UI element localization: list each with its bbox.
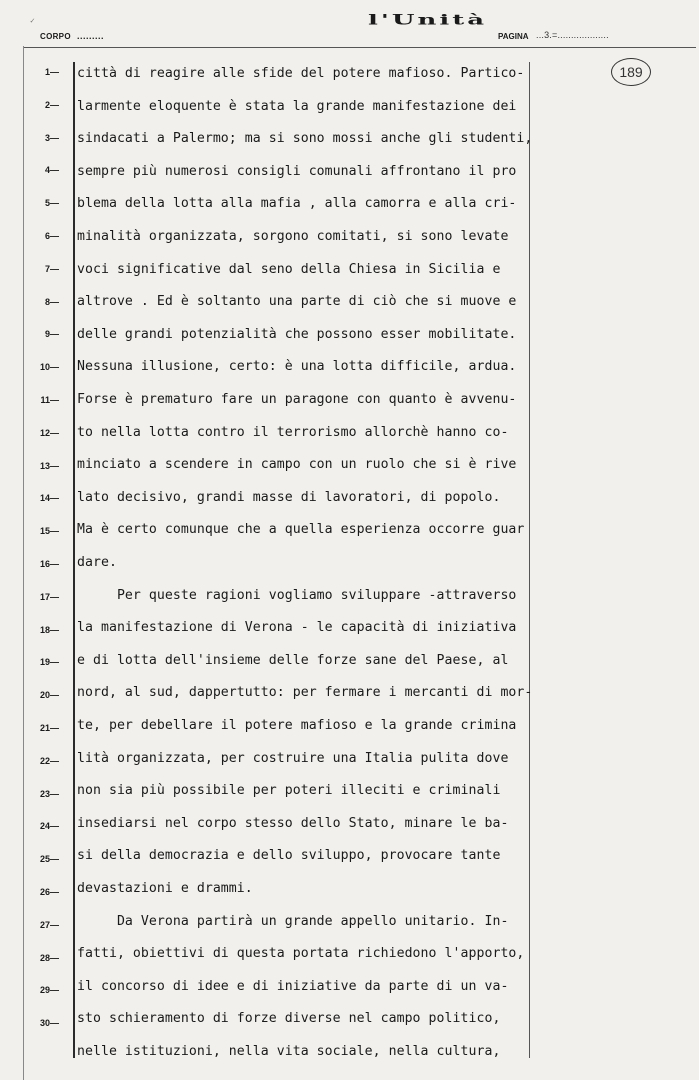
line-number: 17 xyxy=(39,591,50,602)
line-number-dash: — xyxy=(50,624,59,635)
line-number-dash: — xyxy=(50,887,59,897)
text-line: sto schieramento di forze diverse nel campo politico, xyxy=(77,1011,501,1027)
line-number-dash-wrap xyxy=(50,165,64,175)
line-number: 4 xyxy=(44,165,50,176)
text-line: e di lotta dell'insieme delle forze sane del Paese, al xyxy=(77,652,509,668)
line-number-dash-wrap xyxy=(50,592,64,602)
text-line: Forse è prematuro fare un paragone con quanto è avvenu- xyxy=(77,392,517,407)
text-line: la manifestazione di Verona - le capacità di iniziativa xyxy=(77,620,517,636)
header-rule xyxy=(24,47,696,48)
line-number: 13 xyxy=(39,460,50,471)
line-number: 14 xyxy=(39,493,50,504)
text-line: non sia più possibile per poteri illeciti e criminali xyxy=(77,783,501,799)
line-number-dash: — xyxy=(50,854,59,865)
line-number: 9 xyxy=(44,329,50,340)
line-number: 3 xyxy=(44,132,50,143)
text-line: minciato a scendere in campo con un ruolo che si è rive xyxy=(77,457,517,473)
line-number-dash-wrap xyxy=(50,133,64,143)
line-number-dash: — xyxy=(50,427,59,438)
text-line: nord, al sud, dappertutto: per fermare i mercanti di mor- xyxy=(77,685,533,701)
text-line: to nella lotta contro il terrorismo allorchè hanno co- xyxy=(77,424,509,440)
line-number-dash-wrap xyxy=(50,854,64,864)
text-line: delle grandi potenzialità che possono esser mobilitate. xyxy=(77,326,517,342)
line-number-dash: — xyxy=(50,591,59,602)
line-number: 20 xyxy=(39,690,50,701)
corner-mark: ✓ xyxy=(30,16,35,25)
text-line: lato decisivo, grandi masse di lavoratori, di popolo. xyxy=(77,489,501,505)
page-header xyxy=(0,12,699,52)
line-number-dash-wrap xyxy=(50,789,64,799)
line-number-dash-wrap xyxy=(50,559,64,569)
line-number-dash: — xyxy=(50,395,59,405)
line-number-dash-wrap xyxy=(50,756,64,766)
line-number-dash: — xyxy=(50,657,59,668)
page-number-stamp: 189 xyxy=(611,58,651,86)
line-number-dash-wrap xyxy=(50,953,64,963)
line-number: 26 xyxy=(39,887,50,897)
line-number: 18 xyxy=(39,624,50,635)
line-number: 29 xyxy=(39,985,50,996)
text-line: sempre più numerosi consigli comunali affrontano il pro xyxy=(77,163,517,179)
line-number-dash: — xyxy=(50,919,59,930)
line-number-dash-wrap xyxy=(50,1018,64,1028)
text-line: città di reagire alle sfide del potere mafioso. Partico- xyxy=(77,66,525,81)
line-number: 2 xyxy=(44,99,50,110)
line-number-dash-wrap xyxy=(50,329,64,339)
line-number-dash: — xyxy=(50,362,59,373)
line-number-dash: — xyxy=(50,952,59,963)
corpo-field: ......... xyxy=(77,31,105,41)
line-number-dash-wrap xyxy=(50,657,64,667)
text-line: devastazioni e drammi. xyxy=(77,881,253,896)
line-number: 10 xyxy=(39,362,50,373)
text-line: Per queste ragioni vogliamo sviluppare -attraverso xyxy=(77,587,517,603)
text-line: insediarsi nel corpo stesso dello Stato, minare le ba- xyxy=(77,815,509,831)
text-line: Ma è certo comunque che a quella esperienza occorre guar xyxy=(77,522,525,538)
line-number-dash-wrap xyxy=(50,625,64,635)
line-number: 6 xyxy=(44,231,50,241)
text-line: fatti, obiettivi di questa portata richiedono l'apporto, xyxy=(77,946,525,962)
line-number-dash: — xyxy=(50,526,59,537)
pagina-field: ...3.=................... xyxy=(536,30,609,40)
text-line: altrove . Ed è soltanto una parte di ciò che si muove e xyxy=(77,294,517,310)
line-number-dash-wrap xyxy=(50,362,64,372)
line-number: 24 xyxy=(39,821,50,832)
line-number-dash-wrap xyxy=(50,920,64,930)
line-number-dash: — xyxy=(50,263,59,274)
line-number: 19 xyxy=(39,657,50,668)
line-number-dash: — xyxy=(50,460,59,471)
line-number-dash-wrap xyxy=(50,231,64,241)
masthead-title: l'Unità xyxy=(368,12,488,29)
line-number-dash-wrap xyxy=(50,428,64,438)
line-number-dash: — xyxy=(50,755,59,766)
text-line: voci significative dal seno della Chiesa in Sicilia e xyxy=(77,261,501,277)
line-number-dash-wrap xyxy=(50,198,64,208)
line-number-dash: — xyxy=(50,690,59,701)
line-number: 15 xyxy=(39,526,50,537)
line-number-dash: — xyxy=(50,985,59,996)
line-number-dash: — xyxy=(50,788,59,799)
line-number-dash-wrap xyxy=(50,821,64,831)
line-number: 7 xyxy=(44,263,50,274)
line-number: 12 xyxy=(39,427,50,438)
line-number-dash-wrap xyxy=(50,264,64,274)
line-number-dash-wrap xyxy=(50,690,64,700)
left-border xyxy=(23,46,24,1080)
pagina-label: PAGINA xyxy=(498,32,529,41)
line-number: 28 xyxy=(39,952,50,963)
line-number-dash-wrap xyxy=(50,67,64,77)
line-number-dash: — xyxy=(50,99,59,110)
line-number: 30 xyxy=(39,1018,50,1029)
line-number-dash: — xyxy=(50,723,59,733)
text-line: minalità organizzata, sorgono comitati, si sono levate xyxy=(77,229,509,244)
line-number: 11 xyxy=(40,395,50,405)
text-line: blema della lotta alla mafia , alla camorra e alla cri- xyxy=(77,196,517,212)
line-number: 22 xyxy=(39,755,50,766)
line-number: 8 xyxy=(44,296,50,307)
line-number-dash-wrap xyxy=(50,395,64,405)
line-number: 23 xyxy=(39,788,50,799)
text-line: lità organizzata, per costruire una Italia pulita dove xyxy=(77,750,509,766)
text-line: nelle istituzioni, nella vita sociale, nella cultura, xyxy=(77,1044,501,1059)
text-line: Nessuna illusione, certo: è una lotta difficile, ardua. xyxy=(77,359,517,375)
corpo-label: CORPO xyxy=(40,32,71,41)
text-line: il concorso di idee e di iniziative da parte di un va- xyxy=(77,978,509,994)
line-number-dash-wrap xyxy=(50,461,64,471)
text-line: si della democrazia e dello sviluppo, provocare tante xyxy=(77,848,501,864)
line-number-dash-wrap xyxy=(50,985,64,995)
line-number-dash-wrap xyxy=(50,297,64,307)
line-number-dash: — xyxy=(50,198,59,209)
line-number: 1 xyxy=(44,67,50,77)
line-number-dash-wrap xyxy=(50,887,64,897)
line-number: 5 xyxy=(44,198,50,209)
text-line: te, per debellare il potere mafioso e la grande crimina xyxy=(77,718,517,733)
line-number-dash: — xyxy=(50,296,59,307)
line-number-dash: — xyxy=(50,493,59,504)
line-number-dash: — xyxy=(50,132,59,143)
line-number: 25 xyxy=(39,854,50,865)
line-number-dash-wrap xyxy=(50,493,64,503)
text-line: dare. xyxy=(77,555,117,570)
line-number-dash: — xyxy=(50,329,59,340)
line-number-dash: — xyxy=(50,165,59,176)
line-number: 21 xyxy=(39,723,50,733)
line-number-dash: — xyxy=(50,67,59,77)
line-number-dash: — xyxy=(50,821,59,832)
line-number: 27 xyxy=(39,919,50,930)
text-line: Da Verona partirà un grande appello unitario. In- xyxy=(77,913,509,929)
text-line: larmente eloquente è stata la grande manifestazione dei xyxy=(77,98,517,114)
line-number-dash: — xyxy=(50,559,59,569)
line-number-dash: — xyxy=(50,1018,59,1029)
text-line: sindacati a Palermo; ma si sono mossi anche gli studenti, xyxy=(77,131,533,147)
line-number-dash: — xyxy=(50,231,59,241)
text-margin-rule xyxy=(73,62,75,1058)
right-margin-rule xyxy=(529,62,530,1058)
line-number-dash-wrap xyxy=(50,723,64,733)
line-number-dash-wrap xyxy=(50,526,64,536)
line-number-dash-wrap xyxy=(50,100,64,110)
line-number: 16 xyxy=(39,559,50,569)
